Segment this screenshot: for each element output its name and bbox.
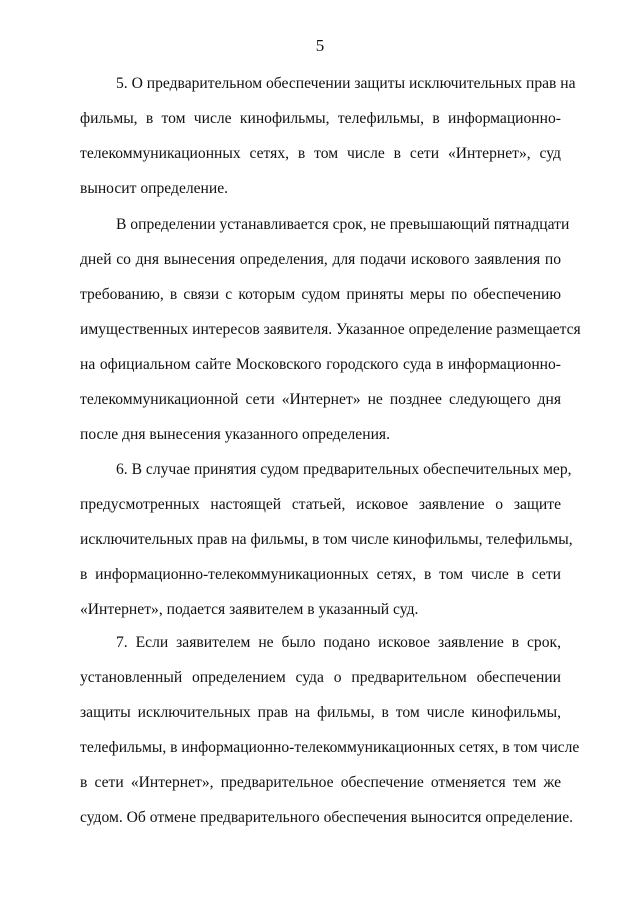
paragraph-6 (80, 452, 573, 627)
paragraph-line: в информационно-телекоммуникационных сетях, в том числе в сети (80, 566, 561, 583)
paragraph-line: установленный определением суда о предварительном обеспечении (80, 669, 561, 686)
paragraph-line: 7. Если заявителем не было подано исковое заявление в срок, (116, 634, 561, 651)
paragraph-line: предусмотренных настоящей статьей, исковое заявление о защите (80, 496, 561, 513)
paragraph-line: судом. Об отмене предварительного обеспечения выносится определение. (80, 809, 574, 826)
paragraph-line: «Интернет», подается заявителем в указанный суд. (80, 601, 419, 618)
paragraph-line: исключительных прав на фильмы, в том числе кинофильмы, телефильмы, (80, 531, 573, 548)
page-number: 5 (315, 36, 325, 55)
paragraph-line: 5. О предварительном обеспечении защиты исключительных прав на (116, 75, 576, 92)
paragraph-definition-term (80, 207, 581, 452)
paragraph-line: 6. В случае принятия судом предварительных обеспечительных мер, (116, 461, 572, 478)
paragraph-line: требованию, в связи с которым судом приняты меры по обеспечению (80, 286, 561, 303)
paragraph-line: В определении устанавливается срок, не превышающий пятнадцати (116, 216, 570, 233)
paragraph-line: защиты исключительных прав на фильмы, в том числе кинофильмы, (80, 704, 561, 721)
paragraph-line: имущественных интересов заявителя. Указанное определение размещается (80, 321, 581, 338)
paragraph-line: телефильмы, в информационно-телекоммуникационных сетях, в том числе (80, 739, 580, 756)
paragraph-line: в сети «Интернет», предварительное обеспечение отменяется тем же (80, 774, 561, 791)
paragraph-line: на официальном сайте Московского городского суда в информационно- (80, 356, 561, 373)
paragraph-line: выносит определение. (80, 180, 229, 197)
paragraph-line: дней со дня вынесения определения, для подачи искового заявления по (80, 251, 561, 268)
paragraph-7 (80, 625, 580, 835)
paragraph-line: фильмы, в том числе кинофильмы, телефильмы, в информационно- (80, 110, 561, 127)
paragraph-line: телекоммуникационной сети «Интернет» не позднее следующего дня (80, 391, 561, 408)
paragraph-line: телекоммуникационных сетях, в том числе в сети «Интернет», суд (80, 145, 561, 162)
paragraph-line: после дня вынесения указанного определения. (80, 426, 390, 443)
paragraph-5 (80, 66, 576, 206)
